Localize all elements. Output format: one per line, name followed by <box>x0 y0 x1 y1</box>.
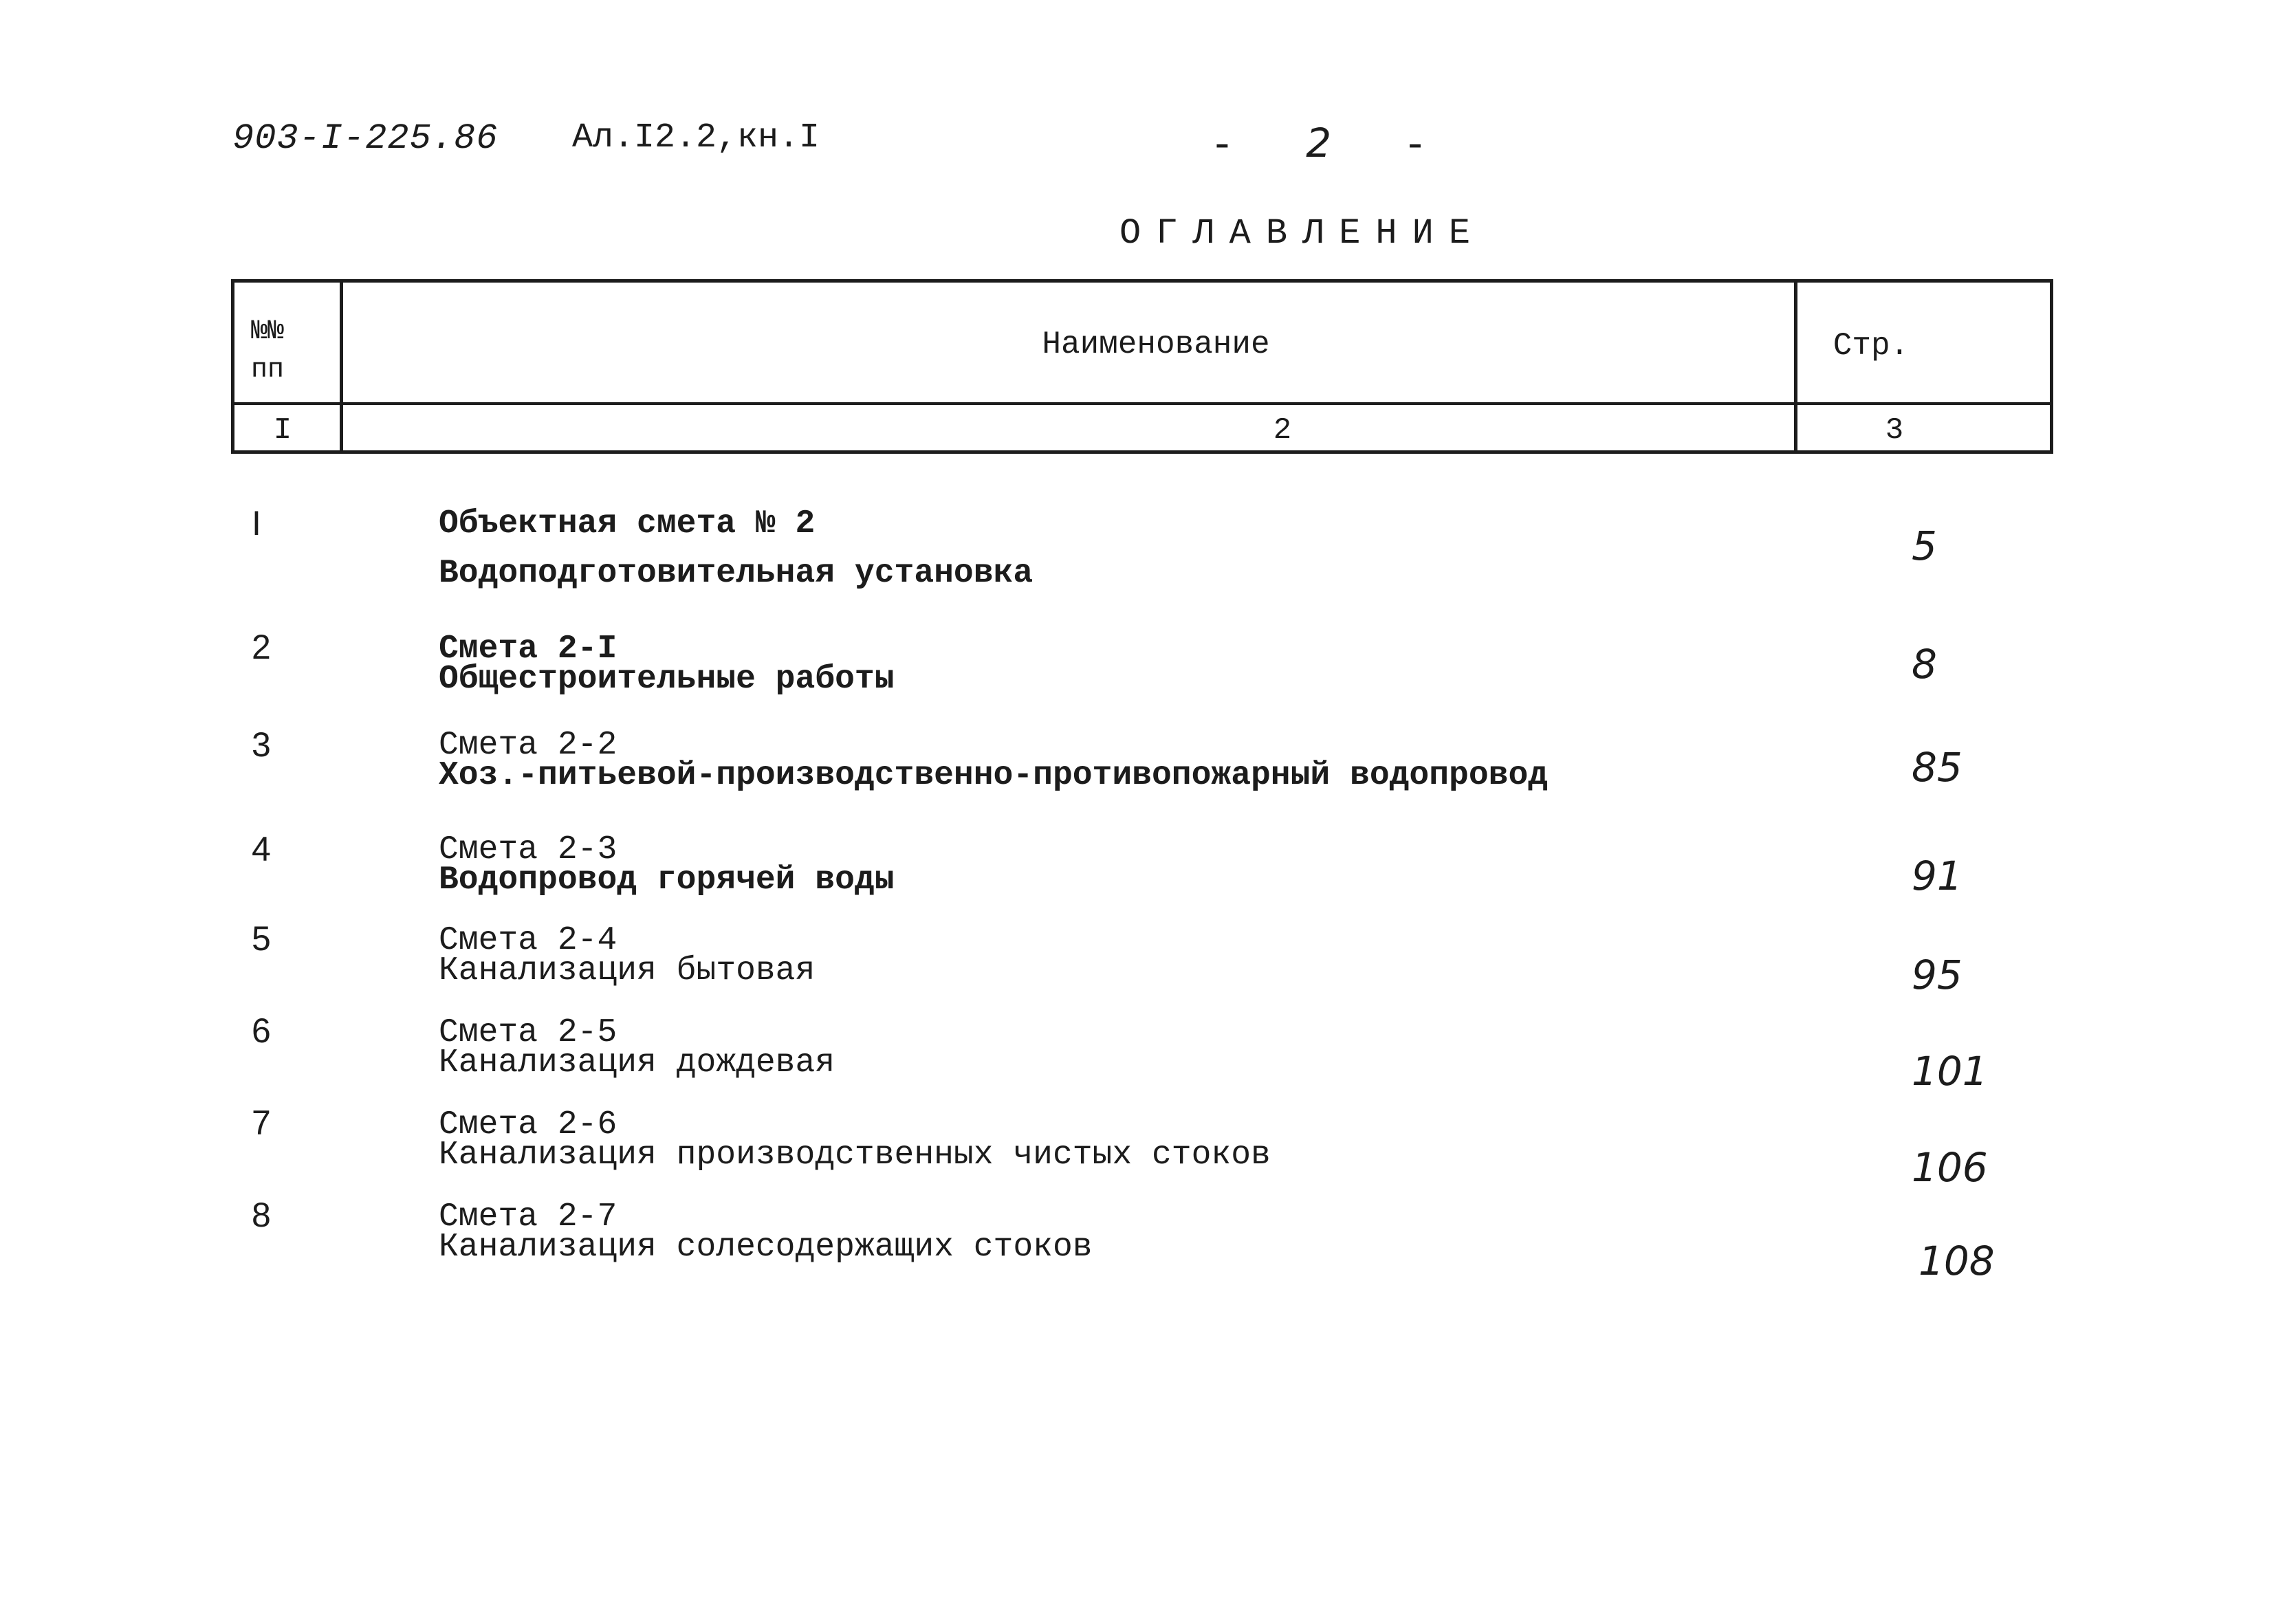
entry-number: 6 <box>252 1011 271 1050</box>
column-header-page: Стр. <box>1833 328 1910 364</box>
entry-title <box>439 630 895 698</box>
entry-number: 3 <box>252 725 271 764</box>
column-header-number-line2: пп <box>251 355 285 386</box>
page-dash-right: - <box>1403 124 1428 169</box>
entry-title <box>439 1198 1093 1266</box>
table-divider-1 <box>340 279 343 454</box>
page-number <box>1210 120 1427 169</box>
entry-title-line2: Водоподготовительная установка <box>439 555 1034 592</box>
entry-title-line2: Канализация бытовая <box>439 952 816 989</box>
page-number-value: 2 <box>1306 120 1332 166</box>
entry-page: 5 <box>1912 523 1937 569</box>
entry-title-line2: Водопровод горячей воды <box>439 862 895 899</box>
entry-page: 95 <box>1912 952 1963 998</box>
page-title: ОГЛАВЛЕНИЕ <box>1119 213 1486 254</box>
entry-title <box>439 505 1034 592</box>
column-index-1: I <box>273 413 292 448</box>
entry-title-line1: Смета 2-I <box>439 630 617 668</box>
entry-title-line1: Смета 2-5 <box>439 1014 617 1051</box>
entry-title-line1: Смета 2-3 <box>439 831 617 868</box>
entry-number: I <box>252 504 261 542</box>
album-reference: Ал.I2.2,кн.I <box>572 118 820 157</box>
entry-title <box>439 727 1549 794</box>
entry-title-line2: Канализация производственных чистых стоков <box>439 1137 1271 1174</box>
column-header-number <box>251 313 284 390</box>
table-header-rule <box>231 402 2053 405</box>
entry-number: 7 <box>252 1104 271 1142</box>
entry-title-line2: Общестроительные работы <box>439 661 895 698</box>
table-divider-2 <box>1794 279 1797 454</box>
column-index-3: 3 <box>1885 413 1904 448</box>
entry-title-line1: Смета 2-2 <box>439 727 617 764</box>
entry-page: 101 <box>1912 1048 1988 1095</box>
entry-title-line1: Смета 2-7 <box>439 1198 617 1236</box>
entry-page: 8 <box>1912 641 1937 688</box>
column-header-number-line1: №№ <box>251 316 285 347</box>
page-dash-left: - <box>1210 124 1234 169</box>
entry-page: 91 <box>1912 853 1963 899</box>
entry-title <box>439 922 816 989</box>
entry-title-line2: Канализация солесодержащих стоков <box>439 1229 1093 1266</box>
entry-title-line2: Хоз.-питьевой-производственно-противопожарный водопровод <box>439 757 1549 794</box>
entry-title-line1: Смета 2-6 <box>439 1106 617 1143</box>
entry-number: 8 <box>252 1196 271 1234</box>
entry-title <box>439 1106 1271 1174</box>
document-code: 903-I-225.86 <box>232 118 499 159</box>
entry-title-line2: Канализация дождевая <box>439 1044 835 1082</box>
entry-title-line1: Смета 2-4 <box>439 922 617 959</box>
entry-title-line1: Объектная смета № 2 <box>439 505 816 542</box>
entry-title <box>439 1014 835 1082</box>
entry-title <box>439 831 895 899</box>
entry-page: 85 <box>1912 744 1963 791</box>
entry-number: 5 <box>252 919 271 958</box>
entry-number: 2 <box>252 628 271 666</box>
entry-page: 106 <box>1912 1144 1988 1191</box>
entry-number: 4 <box>252 830 271 868</box>
column-index-2: 2 <box>1273 413 1292 448</box>
entry-page: 108 <box>1918 1238 1995 1284</box>
toc-table-header <box>231 279 2053 454</box>
column-header-name: Наименование <box>1042 327 1270 362</box>
